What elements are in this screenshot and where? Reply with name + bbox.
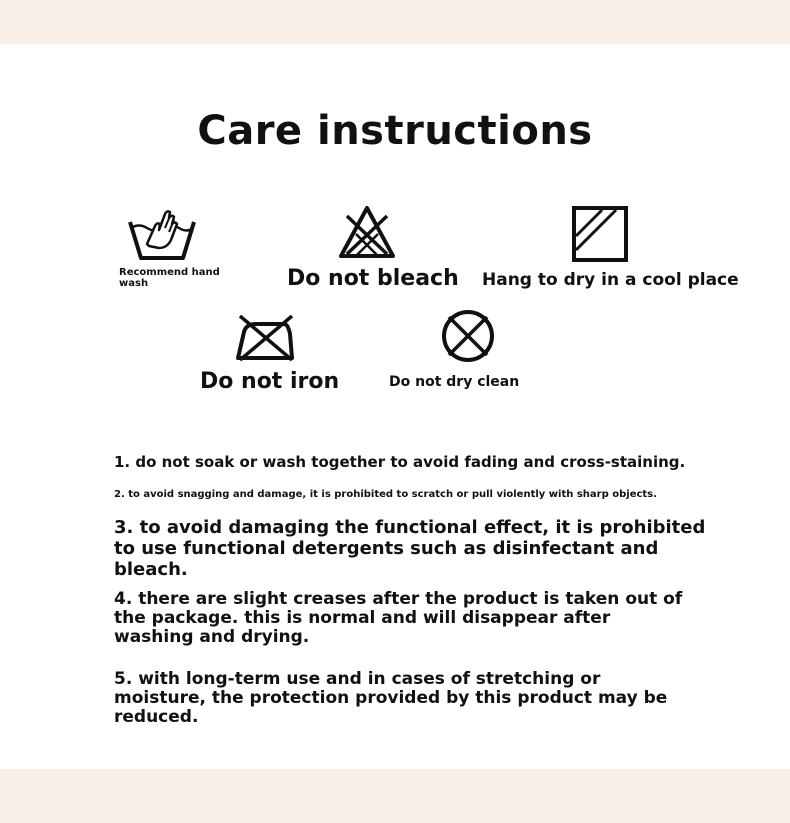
instruction-item-3: 3. to avoid damaging the functional effect, it is prohibited to use functional detergents such as disinfectant and bleach. [114, 517, 706, 580]
hang-dry-label: Hang to dry in a cool place [482, 270, 739, 290]
hang-dry-shade-icon [572, 206, 628, 262]
no-iron-label: Do not iron [200, 369, 340, 394]
hand-wash-icon [127, 204, 197, 262]
page-title: Care instructions [197, 108, 593, 154]
instruction-item-2: 2. to avoid snagging and damage, it is prohibited to scratch or pull violently with sharp objects. [114, 489, 657, 500]
no-dry-clean-icon [440, 308, 496, 364]
instruction-item-1: 1. do not soak or wash together to avoid fading and cross-staining. [114, 453, 686, 471]
no-dry-clean-label: Do not dry clean [389, 374, 520, 390]
no-bleach-icon [337, 204, 397, 260]
no-bleach-label: Do not bleach [287, 266, 459, 291]
no-iron-icon [234, 310, 296, 364]
instruction-item-5: 5. with long-term use and in cases of stretching or moisture, the protection provided by this product may be reduced. [114, 669, 668, 727]
hand-wash-label: Recommend hand wash [119, 267, 220, 289]
instruction-item-4: 4. there are slight creases after the product is taken out of the package. this is normal and will disappear after washing and drying. [114, 589, 683, 647]
care-card [0, 44, 790, 769]
